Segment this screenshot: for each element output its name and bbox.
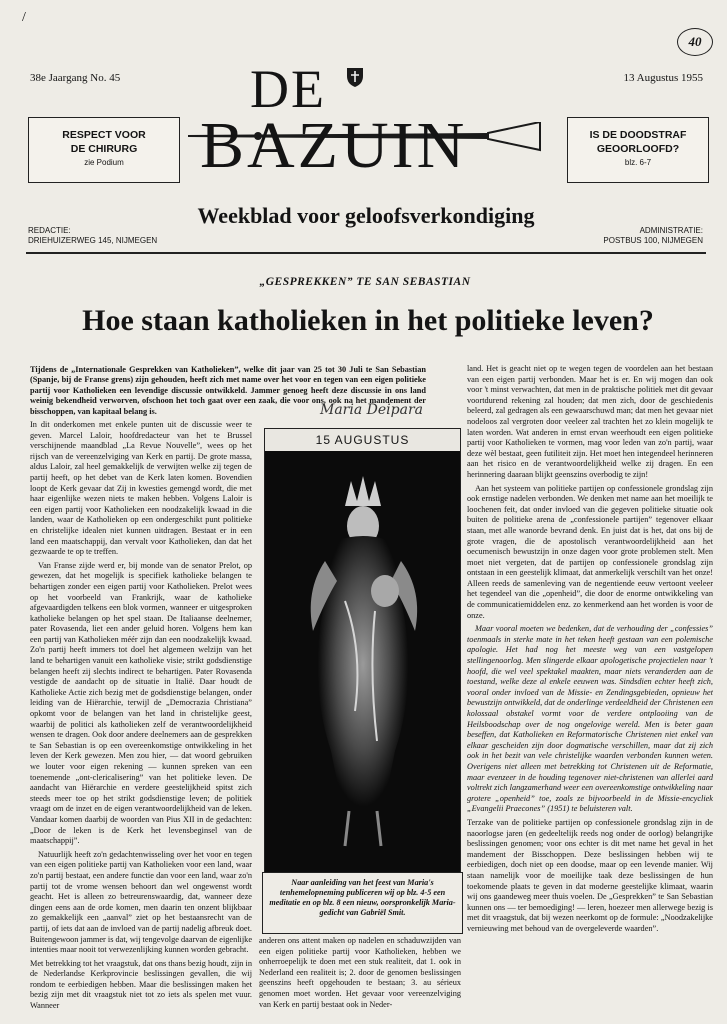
masthead-rule [26, 252, 706, 254]
paragraph: Natuurlijk heeft zo'n gedachtenwisseling over het voor en tegen van een eigen politieke partij van Katholieken voor een land, waar zo'n partij bestaat, een andere functie dan voor een land, waar zo'n partij tot de vrome wensen behoort dan wel ongewenst wordt geacht. Het is alleen zo betreurenswaardig, dat, wanneer deze dingen eens aan de orde komen, men daarin ten onzent blijkbaar zo gemakkelijk een „aanval” ziet op het bestaansrecht van de partij, of iets dat aan de invloed van de partij nadelig afbreuk doet. Buitengewoon jammer is dat, wij tengevolge daarvan de eigenlijke intenties maar nooit tot verwezenlijking kunnen worden gebracht. [30, 849, 252, 955]
paragraph: Maar vooral moeten we bedenken, dat de verhouding der „confessies” toenmaals in sterke mate in het teken heeft gestaan van een polemische apologie. Het had nog het meeste weg van een vastgelopen stellingenoorlog. Men slingerde elkaar apologetische projectielen naar 't hoofd, die wel veel spektakel maakten, maar niets veranderden aan de toestand, welke deze al enkele eeuwen was. Sindsdien echter heeft zich, vooral onder invloed van de Missie- en Zendingsgebieden, opnieuw het bewustzijn ontwikkeld, dat de onderlinge verdeeldheid der Christenen een kolossaal obstakel vormt voor de verdere ontplooiing van de Heilsboodschap over de nog ongelovige wereld. Men is beter gaan beseffen, dat Katholieken en Reformatorische Christenen niet enkel van elkaar gescheiden zijn door dogmatische verschillen, maar dat zij zich ook in het bezit van vele christelijke waarden verbonden kunnen weten. Overigens niet alleen met betrekking tot Christenen uit de Reformatie, maar evenzeer in de houding tegenover niet-christenen van allerlei aard voltrekt zich langzamerhand weer een overeenkomstige ontwikkeling naar grotere „openheid” toe, zoals ze bijvoorbeeld in de Missie-encycliek „Evangelii Praecones” (1951) te beluisteren valt. [467, 624, 713, 814]
article-column-left [30, 420, 252, 1020]
paragraph: In dit onderkomen met enkele punten uit de discussie weer te geven. Marcel Laloir, hoofdredacteur van het te Brussel verschijnende maandblad „La Revue Nouvelle”, wees op het rijsch van de vereenzelviging van Kerk en partij. De grote massa, aldus Laloir, zal heel gemakkelijk de verwijten welke zij tegen de partij heeft, op het debet van de Kerk laten komen. Bovendien loopt de Kerk gevaar dat Zij in kwesties gemengd wordt, die met haar eigenlijke wezen niets te maken hebben. Volgens Laloir is een eigen partij voor Katholieken een noodzakelijk kwaad in die landen, waar de Katholieken op een ondergeschikt punt politieke en christelijke idealen niet kunnen uitdragen. Bestaat er in een land een maatschappij, dan vervalt voor Katholieken, dan dat het gezwaarde te op te treffen. [30, 420, 252, 557]
page-number-circle: 40 [677, 28, 713, 56]
paragraph: Van Franse zijde werd er, bij monde van de senator Prelot, op gewezen, dat het mogelijk is specifiek katholieke belangen te behartigen zonder een eigen partij voor Katholieken. Prelot wees op het voorbeeld van Frankrijk, waar de katholieke afgevaardigden telkens een blok vormen, wanneer er uitgesproken katholieke belangen op het spel staan. De Italiaanse deelnemer, pater Rovasenda, liet een ander geluid horen. Volgens hem kan een partij van Katholieken méér zijn dan een noodzakelijk kwaad. Zo'n partij heeft immers tot doel het algemeen welzijn van het land te behartigen vanuit een katholieke visie; strikt godsdienstige belangen heeft zij slechts indirect te behartigen. Pater Rovasenda vestigde de aandacht op de situatie in Italië. Daar houdt de Katholieke Actie zich bezig met de godsdienstige belangen, onder leiding van de Hiërarchie, terwijl de „Democrazia Christiana” opkomt voor de belangen van het land in christelijke geest, waarbij de politici als katholieken zelf de verantwoordelijkheid wensen te dragen. Ook door andere deelnemers aan de gesprekken te San Sebastian is op een overeenkomstige ontwikkeling in het leven der Kerk gewezen. Men zou hier, — dat woord gebruiken we louter voor eigen rekening — kunnen spreken van een toenemende „ont-clericalisering” van het politieke leven. De aandacht van Hiërarchie en verdere geestelijkheid spitst zich steeds meer toe op het strikt godsdienstige leven; de politiek vraagt om de inzet en de eigen verantwoordelijkheid van de leken. Vandaar komen daarbij de woorden van Pius XII in de gedachten: „Door de leken is de Kerk het levensbeginsel van de maatschappij”. [30, 560, 252, 846]
teaser-box-left [28, 117, 180, 183]
administration-address [603, 226, 703, 246]
madonna-statue-icon [265, 451, 460, 871]
article-intro: Tijdens de „Internationale Gesprekken van Katholieken”, welke dit jaar van 25 tot 30 Juli te San Sebastian (Spanje, bij de Franse grens) zijn gehouden, heeft zich met name over het voor en tegen van een eigen politieke partij voor Katholieken een levendige discussie ontwikkeld. Jammer genoeg heeft deze discussie in ons land weinig bekendheid verworven, ofschoon het toch gaat over een zaak, die voor ons, ook na het mandement der bisschoppen, van kapitaal belang is. [30, 365, 426, 416]
administration-street: POSTBUS 100, NIJMEGEN [603, 236, 703, 245]
teaser-right-note: blz. 6-7 [624, 158, 652, 167]
madonna-photo [264, 428, 461, 873]
photo-caption-text: Naar aanleiding van het feest van Maria's tenhemelopneming publiceren wij op blz. 4-5 een meditatie en op blz. 8 een nieuw, oorspronkelijk Maria-gedicht van Gabriël Smit. [269, 878, 456, 917]
photo-caption [266, 878, 459, 918]
masthead-de: DE [250, 59, 326, 119]
shield-emblem-icon [345, 66, 365, 88]
paragraph: Terzake van de politieke partijen op confessionele grondslag zijn in de naoorlogse jaren (en gedeeltelijk reeds nog onder de oorlog) belangrijke beslissingen genomen; voor ons echter is dit met name het geval in het mandement der Bisschoppen. Deze beslissingen hebben wij te eerbiedigen, doch niet op een doodse, maar op een levende manier. Wij staan namelijk voor de moeilijke taak deze beslissingen de hun toekomende plaats te geven in dat moderne geestelijke klimaat, waarin wij ons gaandeweg meer thuis voelen. De „Gesprekken” te San Sebastian kunnen ons — ter bemoediging! — leren, hoezeer men allerwege bezig is met dit vraagstuk, dat bij wezen neerkomt op de formule: „Noodzakelijke vernieuwing met behoud van de overgeleverde waarden”. [467, 817, 713, 933]
paragraph: Aan het systeem van politieke partijen op confessionele grondslag zijn ook ernstige nadelen verbonden. We denken met name aan het moeilijk te loochenen feit, dat onder invloed van die gegeven politieke situatie ook buiten de politieke arena de „confessionele partijen” tegenover elkaar staan, met alle wanorde bevrand denk. En juist dat is het, dat ons bij de grote vragen, die de apostolisch verantwoordelijkheid aan het oecumenisch bewustzijn in onze dagen voor grote problemen stelt. Men moet niet vergeten, dat de partijen op confessionele grondslag zijn ontstaan in een geestelijk klimaat, dat anmerkelijk verschilt van het onze! Alleen reeds de samenleving van de negentiende eeuw vertoont veeleer het tegendeel van die „openheid”, die door de enorme ontwikkeling van de communicatiemiddelen enz. zo kenmerkend aan het worden is voor de onze. [467, 483, 713, 620]
article-column-middle [259, 936, 461, 1024]
article-kicker: „GESPREKKEN” TE SAN SEBASTIAN [259, 276, 471, 288]
handwritten-note: Maria Deipara [320, 402, 423, 418]
administration-label: ADMINISTRATIE: [639, 226, 703, 235]
teaser-left-line2: DE CHIRURG [70, 143, 138, 155]
teaser-right-line2: GEOORLOOFD? [596, 143, 680, 155]
redaction-label: REDACTIE: [28, 226, 71, 235]
paragraph: anderen ons attent maken op nadelen en schaduwzijden van een eigen politieke partij voor Katholieken, hebben we onherroepelijk te doen met een stuk realiteit, dat 1. ook in Nederland een realiteit is; 2. door de genomen beslissingen geenszins heeft opgehouden te bestaan; 3. au sérieux genomen moet worden. Het gevaar voor vereenzelviging van Kerk en partij bestaat ook in Neder- [259, 936, 461, 1009]
issue-number: 38e Jaargang No. 45 [30, 72, 121, 84]
issue-date: 13 Augustus 1955 [623, 72, 703, 84]
photo-header: 15 AUGUSTUS [265, 429, 460, 451]
article-headline: Hoe staan katholieken in het politieke leven? [82, 304, 654, 337]
teaser-left-line1: RESPECT VOOR [62, 129, 146, 141]
redaction-address [28, 226, 157, 246]
article-column-right [467, 364, 713, 1024]
page-mark: / [22, 10, 26, 25]
redaction-street: DRIEHUIZERWEG 145, NIJMEGEN [28, 236, 158, 245]
teaser-left-note: zie Podium [84, 158, 124, 167]
masthead-subtitle: Weekblad voor geloofsverkondiging [197, 203, 535, 228]
teaser-box-right [567, 117, 709, 183]
paragraph: Met betrekking tot het vraagstuk, dat ons thans bezig houdt, zijn in de Nederlandse Kerkprovincie beslissingen gevallen, die wij rondom te eerbiedigen hebben. Maar die beslissingen maken het bezig zijn met dit vraagstuk niet tot zo iets als spelen met vuur. Wanneer [30, 958, 252, 1011]
paragraph: land. Het is geacht niet op te wegen tegen de voordelen aan het bestaan van een eigen partij verbonden. Maar het is er. En wij mogen dan ook voor 't minst verwachten, dat men in de praktische politiek met dit gevaar voortdurend rekening zal houden; dat men zich, door de geschiedenis beleerd, zal gedragen als een gewaarschuwd man; dat men het gevaar niet nodeloos zal vergroten door veeleer zal trachten het zo klein mogelijk te laten worden. Wat anderen in ernst ervan weerhoudt een eigen politieke partij voor Katholieken te vormen, mag voor leden van zo'n partij, waar deze wèl bestaat, geen futiliteit zijn. Het moet hen integendeel herinneren aan het risico en de verantwoordelijkheid welke zij dragen. En een herinnering daaraan blijkt geenszins overbodig te zijn! [467, 364, 713, 479]
teaser-right-line1: IS DE DOODSTRAF [589, 129, 687, 141]
masthead-title: BAZUIN [200, 109, 468, 182]
